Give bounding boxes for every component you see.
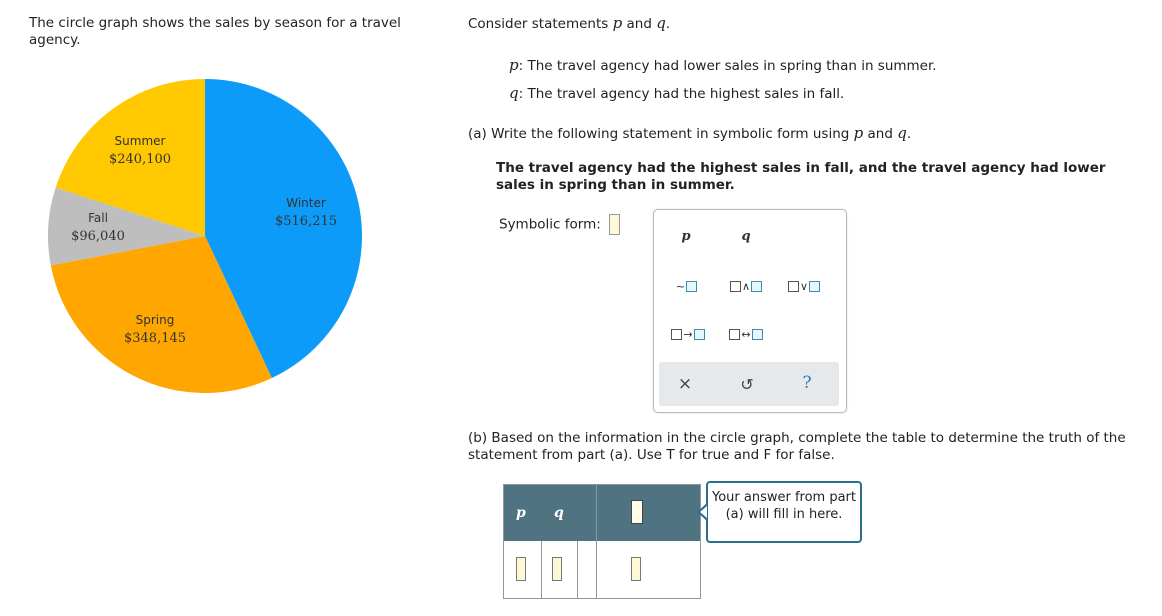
var-p: p [612, 14, 623, 32]
palette-and-button[interactable]: ∧ [726, 276, 766, 296]
clear-icon[interactable]: × [677, 374, 693, 394]
cell-statement-input[interactable] [631, 557, 641, 581]
palette-not-button[interactable]: ~ [668, 276, 704, 296]
statement-p: p: The travel agency had lower sales in spring than in summer. [509, 56, 937, 74]
pie-label-spring: Spring [135, 313, 175, 327]
palette-or-button[interactable]: ∨ [784, 276, 824, 296]
pie-label-winter: Winter [286, 196, 326, 210]
column-header-q: q [554, 505, 564, 521]
statement-header-box [631, 500, 643, 524]
palette-conditional-button[interactable]: → [666, 324, 710, 344]
undo-icon[interactable]: ↺ [740, 374, 754, 394]
part-b-instructions: (b) Based on the information in the circle graph, complete the table to determine the truth of the statement from part (a). Use T for true and F for false. [468, 430, 1126, 463]
palette-q-button[interactable]: q [741, 228, 751, 244]
palette-biconditional-button[interactable]: ↔ [724, 324, 768, 344]
var-q: q [656, 14, 666, 32]
pie-value-summer: $240,100 [108, 152, 172, 167]
table-row [504, 541, 700, 598]
symbol-palette [653, 209, 847, 413]
pie-value-winter: $516,215 [274, 214, 338, 229]
pie-label-summer: Summer [114, 134, 166, 148]
symbolic-form-row [499, 214, 620, 235]
symbolic-form-input[interactable] [609, 214, 620, 235]
pie-value-fall: $96,040 [71, 229, 125, 244]
consider-statements-line: Consider statements p and q. [468, 14, 671, 32]
sales-pie-chart [40, 74, 380, 404]
symbolic-form-label: Symbolic form: [499, 216, 601, 233]
pie-value-spring: $348,145 [123, 331, 187, 346]
truth-table-header [504, 485, 700, 541]
palette-action-bar [659, 362, 839, 406]
column-header-p: p [516, 505, 526, 521]
palette-p-button[interactable]: p [681, 228, 691, 244]
compound-statement: The travel agency had the highest sales in fall, and the travel agency had lower sales in spring than in summer. [496, 160, 1106, 193]
answer-callout: Your answer from part (a) will fill in here. [706, 481, 862, 543]
cell-q-input[interactable] [552, 557, 562, 581]
statement-q: q: The travel agency had the highest sales in fall. [509, 84, 845, 102]
truth-table [503, 484, 701, 599]
help-icon[interactable]: ? [802, 373, 812, 393]
part-a-instructions: (a) Write the following statement in symbolic form using p and q. [468, 124, 912, 142]
cell-p-input[interactable] [516, 557, 526, 581]
pie-label-fall: Fall [88, 211, 108, 225]
question-intro: The circle graph shows the sales by season for a travel agency. [29, 15, 401, 48]
